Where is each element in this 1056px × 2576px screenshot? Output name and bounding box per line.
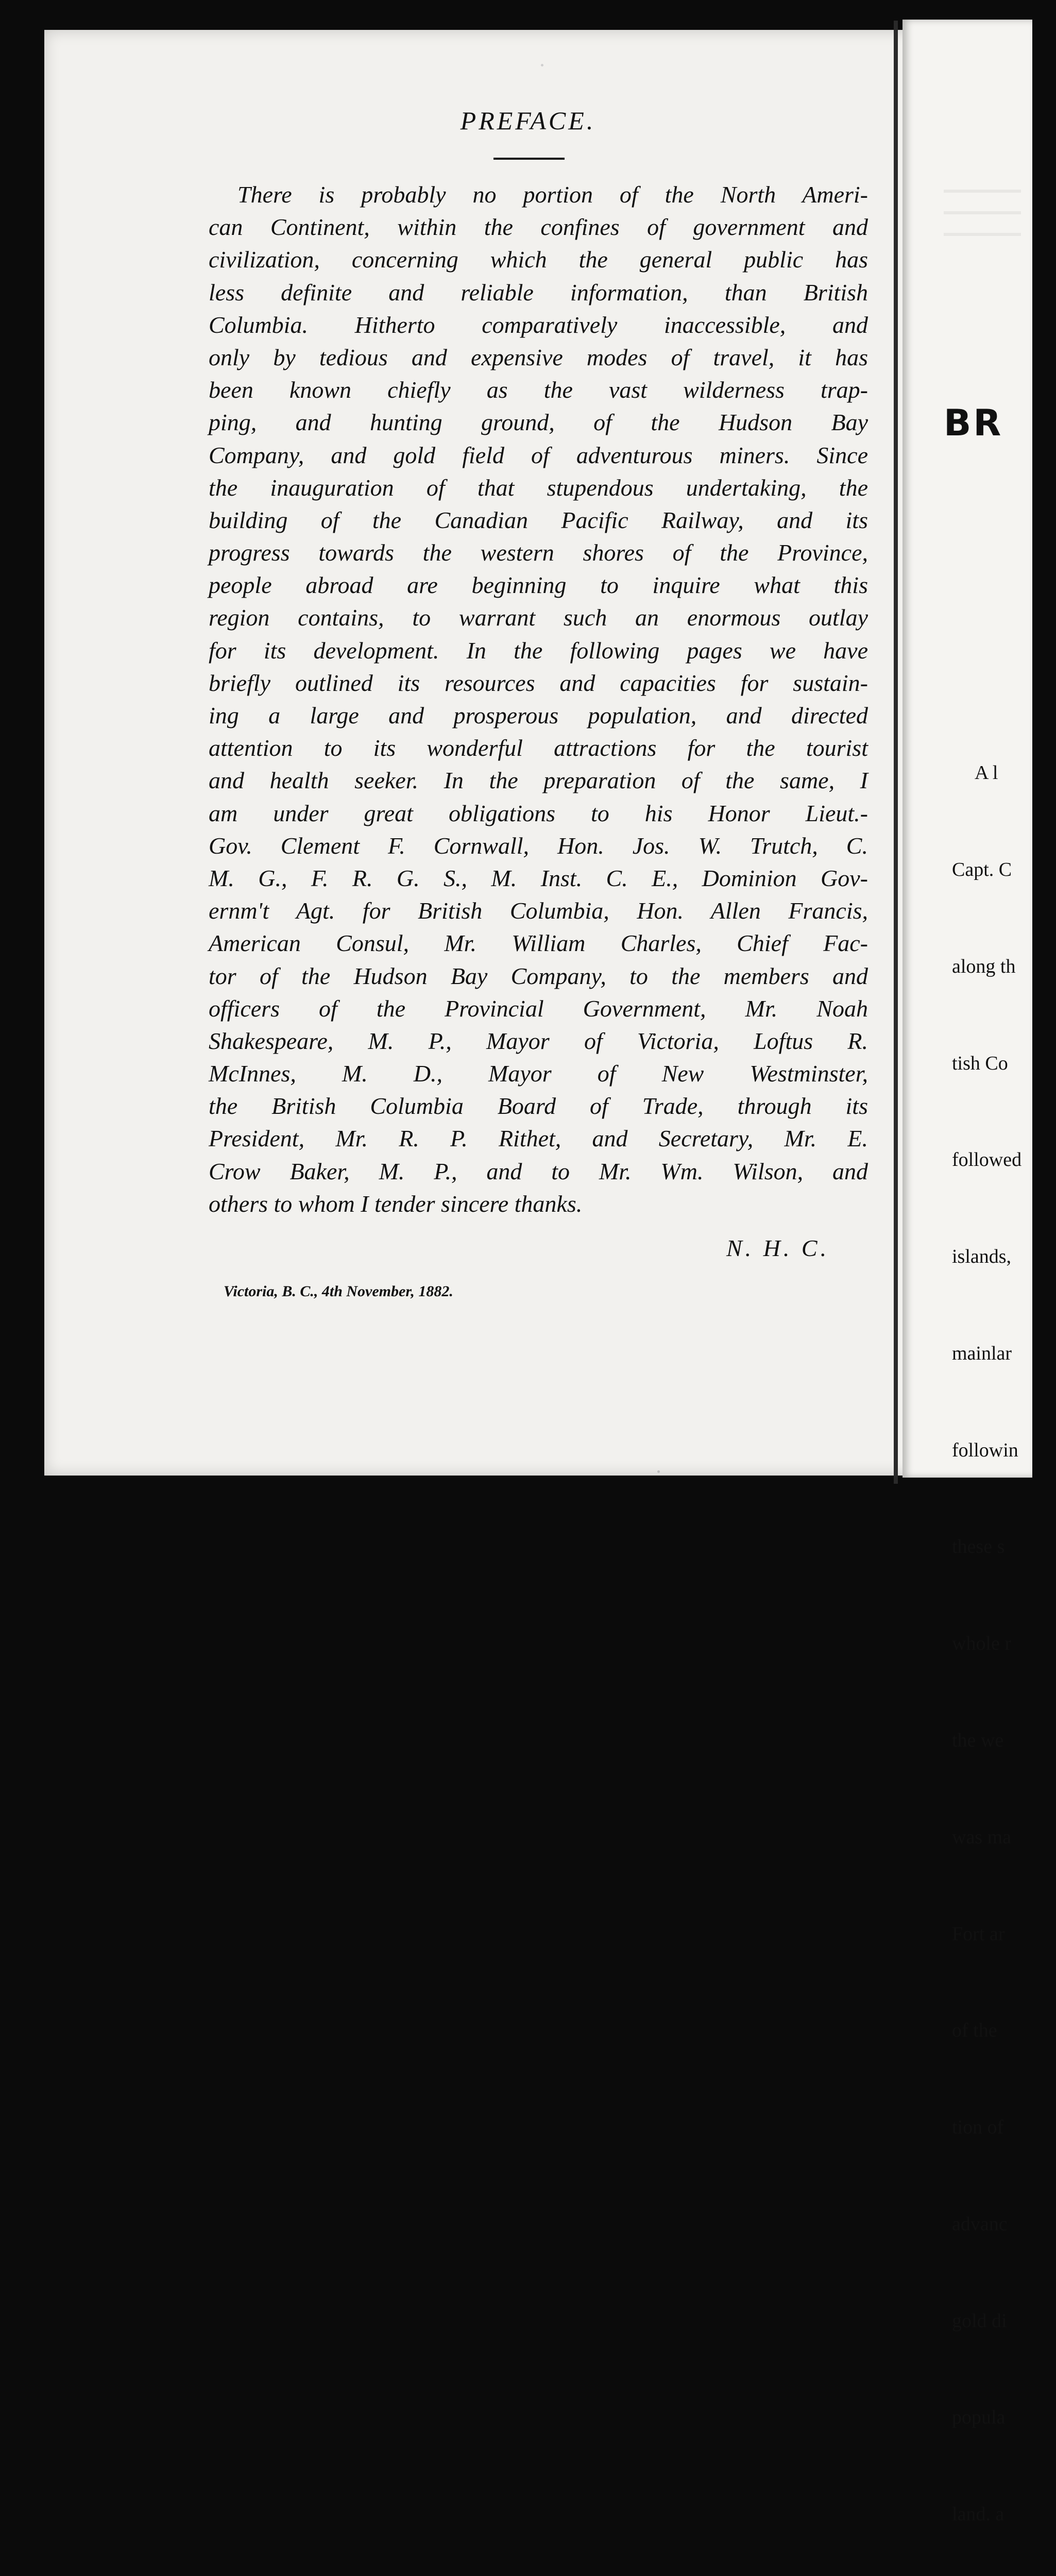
text-line: Columbia. Hitherto comparatively inaccessible, and bbox=[209, 311, 868, 338]
text-line: region contains, to warrant such an enormous outlay bbox=[209, 604, 868, 631]
text-line-fragment: of the bbox=[952, 2020, 997, 2042]
text-line: officers of the Provincial Government, Mr. Noah bbox=[209, 995, 868, 1022]
text-line-fragment: A l bbox=[975, 762, 998, 784]
show-through-mark bbox=[944, 233, 1021, 236]
text-line: progress towards the western shores of the Province, bbox=[209, 539, 868, 566]
text-line: for its development. In the following pages we have bbox=[209, 637, 868, 664]
text-line: Gov. Clement F. Cornwall, Hon. Jos. W. Trutch, C. bbox=[209, 832, 868, 859]
paper-speck bbox=[541, 64, 543, 66]
text-line: ping, and hunting ground, of the Hudson Bay bbox=[209, 409, 868, 436]
text-line: people abroad are beginning to inquire what this bbox=[209, 572, 868, 599]
text-line: briefly outlined its resources and capacities for sustain- bbox=[209, 669, 868, 696]
text-line: tor of the Hudson Bay Company, to the members and bbox=[209, 962, 868, 989]
text-line: ernm't Agt. for British Columbia, Hon. Allen Francis, bbox=[209, 897, 868, 924]
text-line: others to whom I tender sincere thanks. bbox=[209, 1190, 583, 1217]
text-line: attention to its wonderful attractions for the tourist bbox=[209, 735, 868, 761]
show-through-mark bbox=[944, 211, 1021, 214]
text-line: the British Columbia Board of Trade, through its bbox=[209, 1093, 868, 1120]
text-line: the inauguration of that stupendous undertaking, the bbox=[209, 474, 868, 501]
text-line: can Continent, within the confines of government and bbox=[209, 214, 868, 241]
text-line-fragment: Fort ar bbox=[952, 1923, 1005, 1945]
text-line-fragment: mainlar bbox=[952, 1342, 1012, 1364]
text-line: President, Mr. R. P. Rithet, and Secretary, Mr. E. bbox=[209, 1125, 868, 1152]
text-line-fragment: tish Co bbox=[952, 1052, 1008, 1074]
book-gutter bbox=[894, 21, 898, 1484]
text-line-fragment: whole r bbox=[952, 1633, 1012, 1655]
next-page-text bbox=[952, 692, 1021, 2576]
text-line: ing a large and prosperous population, and directed bbox=[209, 702, 868, 728]
paper-speck bbox=[657, 1470, 660, 1473]
text-line-fragment: advanc bbox=[952, 2213, 1008, 2235]
next-page-fragment bbox=[902, 20, 1032, 2526]
text-line: civilization, concerning which the general public has bbox=[209, 246, 868, 273]
text-line: American Consul, Mr. William Charles, Chief Fac- bbox=[209, 930, 868, 957]
text-line: M. G., F. R. G. S., M. Inst. C. E., Dominion Gov- bbox=[209, 865, 868, 891]
text-line: been known chiefly as the vast wilderness trap- bbox=[209, 377, 868, 403]
text-line: only by tedious and expensive modes of travel, it has bbox=[209, 344, 868, 370]
text-line-fragment: along th bbox=[952, 955, 1016, 977]
chapter-heading-fragment: BR bbox=[944, 402, 1003, 444]
place-and-date: Victoria, B. C., 4th November, 1882. bbox=[224, 1283, 453, 1300]
text-line-fragment: popula bbox=[952, 2406, 1006, 2429]
title-rule bbox=[493, 158, 565, 160]
text-line: and health seeker. In the preparation of the same, I bbox=[209, 767, 868, 794]
text-line: building of the Canadian Pacific Railway, and its bbox=[209, 506, 868, 533]
author-initials: N. H. C. bbox=[726, 1235, 830, 1261]
text-line-fragment: Capt. C bbox=[952, 858, 1012, 880]
text-line-fragment: these s bbox=[952, 1536, 1005, 1558]
text-line-fragment: followin bbox=[952, 1439, 1018, 1461]
text-line-fragment: gold di bbox=[952, 2310, 1007, 2332]
text-line-fragment: followed bbox=[952, 1149, 1022, 1171]
text-line-fragment: land. a bbox=[952, 2503, 1004, 2526]
text-line: Company, and gold field of adventurous miners. Since bbox=[209, 442, 868, 468]
text-line: Shakespeare, M. P., Mayor of Victoria, Loftus R. bbox=[209, 1027, 868, 1054]
text-line: McInnes, M. D., Mayor of New Westminster, bbox=[209, 1060, 868, 1087]
text-line: am under great obligations to his Honor Lieut.- bbox=[209, 800, 868, 826]
text-line-fragment: tion of bbox=[952, 2116, 1004, 2139]
text-line: less definite and reliable information, than British bbox=[209, 279, 868, 306]
text-line-fragment: was ma bbox=[952, 1826, 1012, 1848]
text-line-fragment: islands, bbox=[952, 1246, 1012, 1268]
preface-body bbox=[209, 178, 868, 1220]
page-title: PREFACE. bbox=[460, 106, 596, 135]
show-through-mark bbox=[944, 190, 1021, 193]
text-line-fragment: the we bbox=[952, 1730, 1004, 1751]
text-line: There is probably no portion of the North Ameri- bbox=[237, 181, 868, 208]
text-line: Crow Baker, M. P., and to Mr. Wm. Wilson, and bbox=[209, 1158, 868, 1184]
